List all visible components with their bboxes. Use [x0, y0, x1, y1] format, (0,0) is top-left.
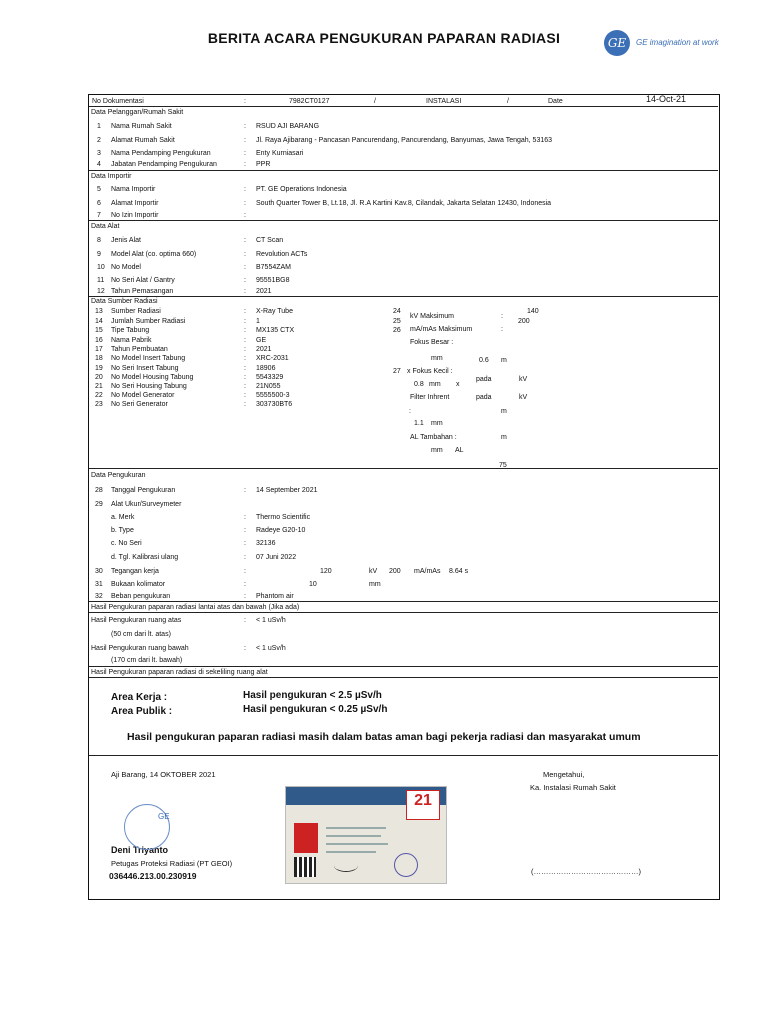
- row-no: 7: [97, 212, 101, 219]
- colon: :: [244, 98, 246, 105]
- card-number: 21: [406, 790, 440, 820]
- row-value: PPR: [256, 161, 271, 168]
- signer-role: Petugas Proteksi Radiasi (PT GEOI): [111, 859, 233, 868]
- row-label: Bukaan kolimator: [111, 581, 166, 588]
- row-label: Jenis Alat: [111, 237, 141, 244]
- area-publik-value: Hasil pengukuran < 0.25 µSv/h: [243, 704, 388, 715]
- divider: [89, 666, 718, 667]
- section-heading: Data Pengukuran: [91, 472, 146, 479]
- unit: m: [501, 357, 507, 364]
- row-no: 25: [393, 318, 401, 325]
- row-no: 10: [97, 264, 105, 271]
- row-label: Beban pengukuran: [111, 593, 171, 600]
- row-no: 3: [97, 150, 101, 157]
- unit: mm: [429, 381, 441, 388]
- row-value: 2021: [256, 346, 272, 353]
- card-stamp: [394, 853, 418, 877]
- colon: :: [501, 326, 503, 333]
- area-kerja-value: Hasil pengukuran < 2.5 µSv/h: [243, 690, 382, 701]
- row-label: Tanggal Pengukuran: [111, 487, 176, 494]
- row-label: Tegangan kerja: [111, 568, 159, 575]
- row-label: Nama Pabrik: [111, 337, 152, 344]
- row-no: 24: [393, 308, 401, 315]
- row-no: 32: [95, 593, 103, 600]
- divider: [89, 170, 718, 171]
- signer-name: Deni Triyanto: [111, 845, 169, 855]
- stamp-text: GE: [158, 812, 170, 821]
- area-kerja-label: Area Kerja :: [111, 692, 168, 703]
- sub-value: Thermo Scientific: [256, 514, 311, 521]
- kv-max-value: 140: [527, 308, 539, 315]
- colon: :: [244, 581, 246, 588]
- row-no: 2: [97, 137, 101, 144]
- doc-no-value: 7982CT0127: [289, 98, 330, 105]
- row-no: 23: [95, 401, 103, 408]
- qr-code-icon: [294, 857, 316, 877]
- unit: mm: [431, 355, 443, 362]
- unit: m: [501, 408, 507, 415]
- mengetahui: Mengetahui,: [543, 770, 585, 779]
- company-stamp: [124, 804, 170, 850]
- fokus-kecil-value: 0.8: [414, 381, 424, 388]
- colon: :: [244, 514, 246, 521]
- row-value: 5543329: [256, 374, 284, 381]
- time-value: 8.64 s: [449, 568, 469, 575]
- colon: :: [244, 161, 246, 168]
- colon: :: [244, 527, 246, 534]
- fokus-kecil-label: x Fokus Kecil :: [407, 368, 453, 375]
- colon: :: [244, 186, 246, 193]
- colon: :: [244, 487, 246, 494]
- section-heading: Data Alat: [91, 223, 120, 230]
- card-text-line: [326, 851, 376, 853]
- al-tambahan-value: 75: [499, 462, 507, 469]
- sub-value: Radeye G20-10: [256, 527, 306, 534]
- colon: :: [244, 355, 246, 362]
- row-label: Jumlah Sumber Radiasi: [111, 318, 186, 325]
- kv-max-label: kV Maksimum: [410, 313, 454, 320]
- signer-id: 036446.213.00.230919: [109, 871, 197, 881]
- unit: mm: [431, 420, 443, 427]
- colon: :: [501, 313, 503, 320]
- colon: :: [244, 346, 246, 353]
- row-value: 21N055: [256, 383, 281, 390]
- row-value: X-Ray Tube: [256, 308, 293, 315]
- row-no: 26: [393, 327, 401, 334]
- row-no: 11: [97, 277, 105, 284]
- row-no: 8: [97, 237, 101, 244]
- card-text-line: [326, 827, 386, 829]
- row-no: 28: [95, 487, 103, 494]
- slash: /: [374, 98, 376, 105]
- card-photo: [294, 823, 318, 853]
- ma-max-value: 200: [518, 318, 530, 325]
- row-label: No Model Insert Tabung: [111, 355, 186, 362]
- signature-blank: (……………………………………): [531, 867, 641, 876]
- al-tambahan-label: AL Tambahan :: [410, 434, 457, 441]
- row-label: Sumber Radiasi: [111, 308, 161, 315]
- row-value: Jl. Raya Ajibarang - Pancasan Pancurendang, Pancurendang, Banyumas, Jawa Tengah, 53163: [256, 137, 553, 144]
- colon: :: [244, 554, 246, 561]
- colon: :: [244, 645, 246, 652]
- row-no: 21: [95, 383, 103, 390]
- kv-value: 120: [320, 568, 332, 575]
- row-no: 9: [97, 251, 101, 258]
- row-value: 14 September 2021: [256, 487, 318, 494]
- row-label: No Model Housing Tabung: [111, 374, 194, 381]
- pada-label: pada: [476, 376, 492, 383]
- section-heading: Hasil Pengukuran paparan radiasi di sekeliling ruang alat: [91, 669, 268, 676]
- sub-value: 07 Juni 2022: [256, 554, 297, 561]
- row-value: Enty Kurniasari: [256, 150, 304, 157]
- ge-logo-icon: GE: [604, 30, 630, 56]
- row-value: 2021: [256, 288, 272, 295]
- row-label: No Model Generator: [111, 392, 175, 399]
- colon: :: [244, 540, 246, 547]
- filter-value: 1.1: [414, 420, 424, 427]
- row-no: 15: [95, 327, 103, 334]
- row-no: 22: [95, 392, 103, 399]
- divider: [89, 468, 718, 469]
- card-text-line: [326, 843, 388, 845]
- row-value: 95551BG8: [256, 277, 290, 284]
- sub-label: b. Type: [111, 527, 134, 534]
- row-no: 1: [97, 123, 101, 130]
- row-value: XRC-2031: [256, 355, 289, 362]
- bawah-value: < 1 uSv/h: [256, 645, 286, 652]
- row-value: Phantom air: [256, 593, 294, 600]
- document-title: BERITA ACARA PENGUKURAN PAPARAN RADIASI: [207, 30, 561, 46]
- date-value: 14-Oct-21: [646, 94, 687, 104]
- colon: :: [244, 374, 246, 381]
- section-heading: Hasil Pengukuran paparan radiasi lantai atas dan bawah (Jika ada): [91, 604, 300, 611]
- ge-logo-text: GE imagination at work: [636, 38, 719, 47]
- card-text-line: [326, 835, 381, 837]
- fokus-besar-label: Fokus Besar :: [410, 339, 454, 346]
- row-label: No Model: [111, 264, 141, 271]
- row-no: 27: [393, 368, 401, 375]
- divider: [89, 755, 718, 756]
- unit: mm: [369, 581, 381, 588]
- row-label: Alamat Rumah Sakit: [111, 137, 175, 144]
- row-no: 31: [95, 581, 103, 588]
- colon: :: [244, 264, 246, 271]
- unit: kV: [519, 394, 528, 401]
- row-value: B7554ZAM: [256, 264, 292, 271]
- row-value: South Quarter Tower B, Lt.18, Jl. R.A Kartini Kav.8, Cilandak, Jakarta Selatan 12430, Indonesia: [256, 200, 552, 207]
- conclusion: Hasil pengukuran paparan radiasi masih dalam batas aman bagi pekerja radiasi dan masyarakat umum: [127, 731, 641, 743]
- kolimator-value: 10: [309, 581, 317, 588]
- sub-label: c. No Seri: [111, 540, 142, 547]
- row-no: 6: [97, 200, 101, 207]
- colon: :: [244, 137, 246, 144]
- ma-value: 200: [389, 568, 401, 575]
- row-value: 5555500-3: [256, 392, 290, 399]
- row-label: Nama Importir: [111, 186, 156, 193]
- row-label: Jabatan Pendamping Pengukuran: [111, 161, 217, 168]
- row-label: Tahun Pemasangan: [111, 288, 174, 295]
- row-label: Model Alat (co. optima 660): [111, 251, 197, 258]
- colon: :: [244, 288, 246, 295]
- ma-max-label: mA/mAs Maksimum: [410, 326, 473, 333]
- doc-no-label: No Dokumentasi: [92, 98, 144, 105]
- unit: mA/mAs: [414, 568, 441, 575]
- colon: :: [244, 383, 246, 390]
- row-no: 4: [97, 161, 101, 168]
- divider: [89, 601, 718, 602]
- row-no: 16: [95, 337, 103, 344]
- row-no: 19: [95, 365, 103, 372]
- row-value: 303730BT6: [256, 401, 293, 408]
- colon: :: [244, 212, 246, 219]
- divider: [89, 220, 718, 221]
- divider: [89, 612, 718, 613]
- colon: :: [244, 237, 246, 244]
- atas-value: < 1 uSv/h: [256, 617, 286, 624]
- row-label: Nama Pendamping Pengukuran: [111, 150, 211, 157]
- section-heading: Data Importir: [91, 173, 132, 180]
- row-label: No Seri Alat / Gantry: [111, 277, 175, 284]
- divider: [89, 296, 718, 297]
- colon: :: [244, 593, 246, 600]
- row-value: 1: [256, 318, 260, 325]
- row-value: MX135 CTX: [256, 327, 295, 334]
- row-no: 29: [95, 501, 103, 508]
- date-label: Date: [548, 98, 563, 105]
- colon: :: [244, 327, 246, 334]
- colon: :: [244, 392, 246, 399]
- row-value: RSUD AJI BARANG: [256, 123, 320, 130]
- row-no: 14: [95, 318, 103, 325]
- row-value: Revolution ACTs: [256, 251, 308, 258]
- colon: :: [409, 408, 411, 415]
- colon: :: [244, 617, 246, 624]
- sub-value: 32136: [256, 540, 276, 547]
- colon: :: [244, 318, 246, 325]
- row-label: Tipe Tabung: [111, 327, 150, 334]
- row-value: GE: [256, 337, 267, 344]
- row-label: Nama Rumah Sakit: [111, 123, 172, 130]
- sub-label: a. Merk: [111, 514, 135, 521]
- divider: [89, 677, 718, 678]
- report-form: [88, 94, 720, 900]
- row-label: Alamat Importir: [111, 200, 159, 207]
- colon: :: [244, 337, 246, 344]
- fokus-besar-value: 0.6: [479, 357, 489, 364]
- doc-type: INSTALASI: [426, 98, 462, 105]
- area-publik-label: Area Publik :: [111, 706, 173, 717]
- divider: [89, 106, 718, 107]
- ppr-id-card-image: [285, 786, 447, 884]
- row-no: 30: [95, 568, 103, 575]
- row-no: 20: [95, 374, 103, 381]
- colon: :: [244, 277, 246, 284]
- row-no: 17: [95, 346, 103, 353]
- row-label: No Seri Insert Tabung: [111, 365, 179, 372]
- colon: :: [244, 365, 246, 372]
- row-label: Alat Ukur/Surveymeter: [111, 501, 182, 508]
- place-date: Aji Barang, 14 OKTOBER 2021: [111, 770, 216, 779]
- row-value: CT Scan: [256, 237, 284, 244]
- unit: m: [501, 434, 507, 441]
- section-heading: Data Sumber Radiasi: [91, 298, 158, 305]
- row-value: 18906: [256, 365, 276, 372]
- card-signature: [334, 859, 358, 872]
- row-label: No Seri Housing Tabung: [111, 383, 187, 390]
- section-heading: Data Pelanggan/Rumah Sakit: [91, 109, 184, 116]
- row-no: 5: [97, 186, 101, 193]
- row-no: 18: [95, 355, 103, 362]
- times: x: [456, 381, 460, 388]
- ka-instalasi: Ka. Instalasi Rumah Sakit: [530, 783, 616, 792]
- filter-label: Filter Inhrent: [410, 394, 450, 401]
- colon: :: [244, 150, 246, 157]
- colon: :: [244, 568, 246, 575]
- colon: :: [244, 308, 246, 315]
- sub-label: d. Tgl. Kalibrasi ulang: [111, 554, 179, 561]
- pada-label: pada: [476, 394, 492, 401]
- colon: :: [244, 123, 246, 130]
- row-no: 13: [95, 308, 103, 315]
- row-no: 12: [97, 288, 105, 295]
- ge-logo: [604, 30, 724, 58]
- colon: :: [244, 251, 246, 258]
- row-label: No Izin Importir: [111, 212, 159, 219]
- unit: AL: [455, 447, 464, 454]
- unit: mm: [431, 447, 443, 454]
- atas-sub: (50 cm dari lt. atas): [111, 631, 171, 638]
- colon: :: [244, 401, 246, 408]
- row-value: PT. GE Operations Indonesia: [256, 186, 347, 193]
- slash: /: [507, 98, 509, 105]
- colon: :: [244, 200, 246, 207]
- row-label: Tahun Pembuatan: [111, 346, 168, 353]
- unit: kV: [369, 568, 378, 575]
- atas-label: Hasil Pengukuran ruang atas: [91, 617, 182, 624]
- unit: kV: [519, 376, 528, 383]
- bawah-sub: (170 cm dari lt. bawah): [111, 657, 183, 664]
- row-label: No Seri Generator: [111, 401, 168, 408]
- bawah-label: Hasil Pengukuran ruang bawah: [91, 645, 189, 652]
